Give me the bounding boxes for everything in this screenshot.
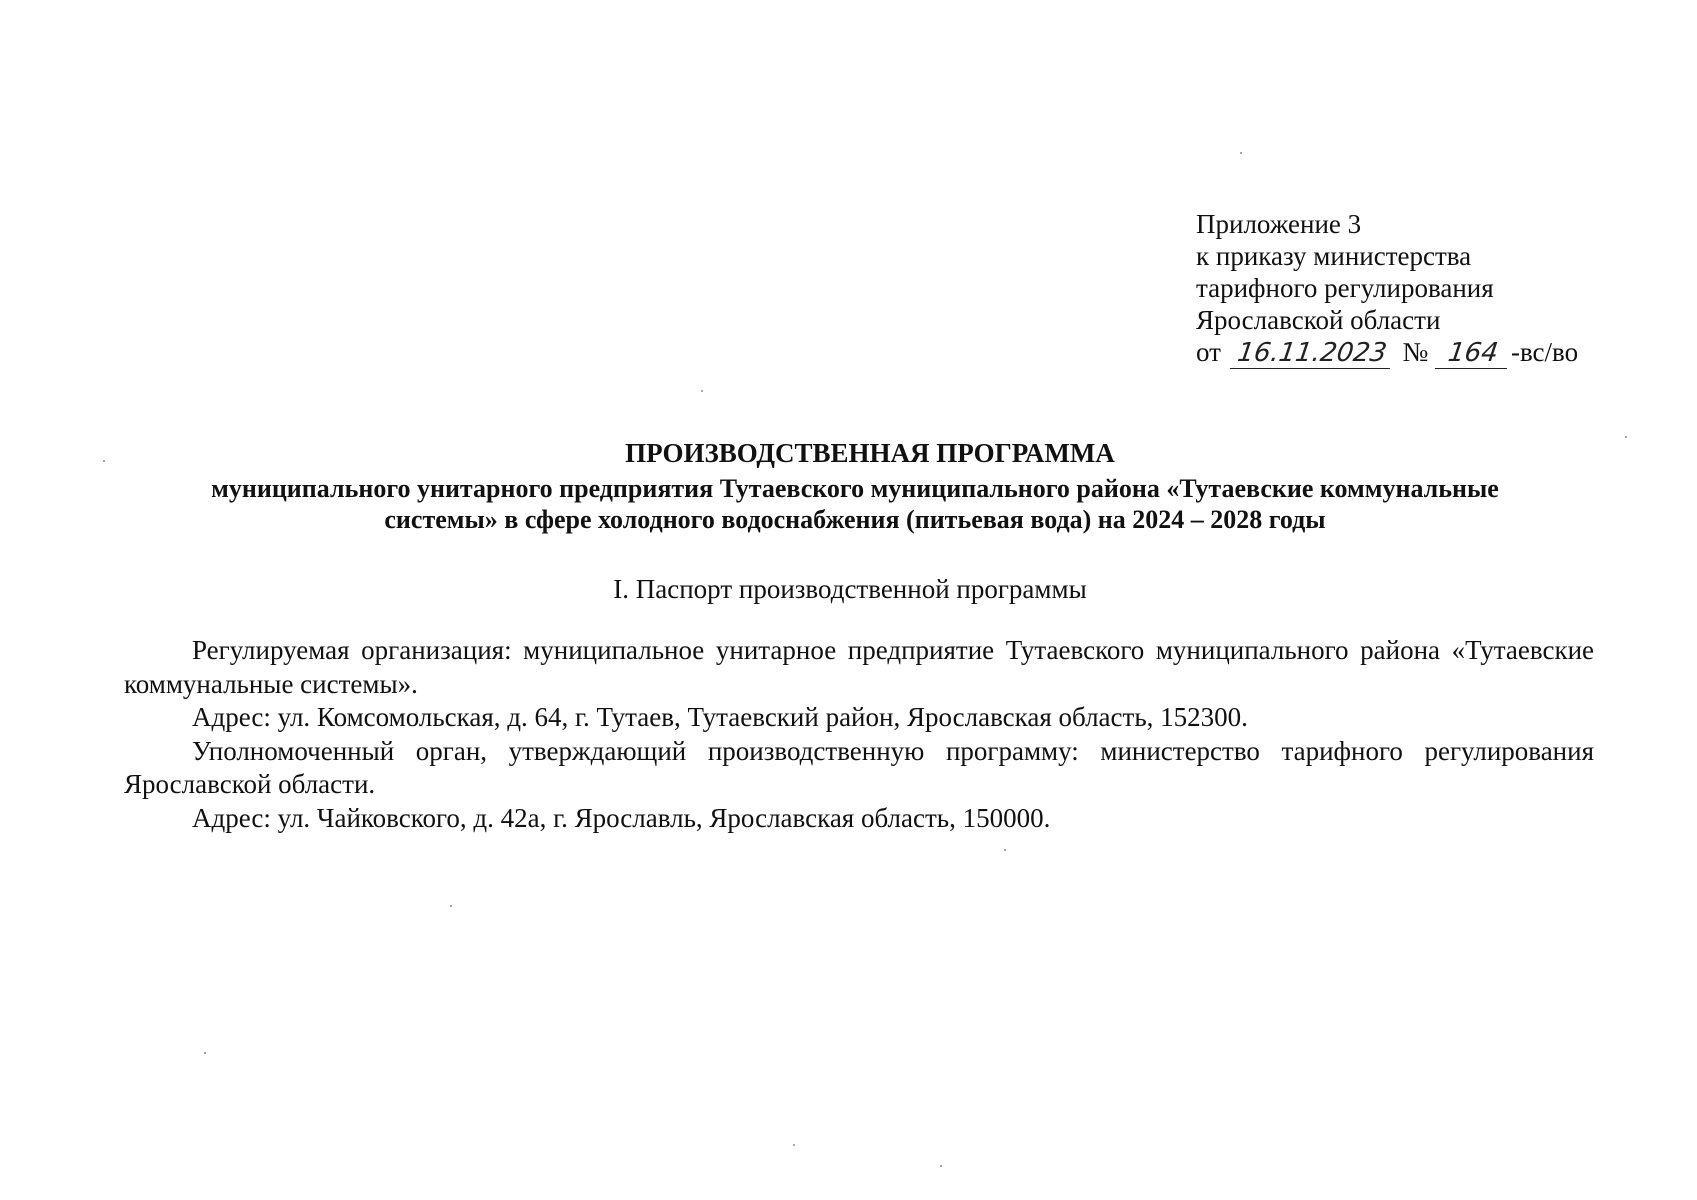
number-suffix: -вс/во: [1510, 337, 1579, 367]
scan-speck: [204, 1052, 206, 1054]
paragraph-authority-address: Адрес: ул. Чайковского, д. 42а, г. Ярославль, Ярославская область, 150000.: [192, 802, 1051, 833]
document-subtitle-line-2: системы» в сфере холодного водоснабжения (питьевая вода) на 2024 – 2028 годы: [384, 505, 1326, 534]
appendix-line-1: Приложение 3: [1196, 209, 1362, 239]
passport-body: [124, 634, 1594, 835]
appendix-line-4: Ярославской области: [1196, 305, 1441, 335]
scan-speck: [103, 460, 105, 462]
document-subtitle-line-1: муниципального унитарного предприятия Тутаевского муниципального района «Тутаевские коммунальные: [211, 474, 1499, 503]
appendix-block: [1196, 208, 1578, 369]
scan-speck: [793, 1144, 795, 1146]
handwritten-date: 16.11.2023: [1230, 338, 1394, 369]
section-heading: I. Паспорт производственной программы: [613, 574, 1087, 604]
appendix-date-number-line: [1196, 336, 1578, 369]
handwritten-number: 164: [1435, 338, 1511, 369]
document-title: ПРОИЗВОДСТВЕННАЯ ПРОГРАММА: [625, 438, 1115, 468]
appendix-from-prefix: от: [1196, 337, 1221, 367]
paragraph-authority: Уполномоченный орган, утверждающий производственную программу: министерство тарифного регулирования Ярославской области.: [124, 735, 1594, 799]
number-sign: №: [1402, 337, 1429, 367]
paragraph-organization: Регулируемая организация: муниципальное унитарное предприятие Тутаевского муниципального района «Тутаевские коммунальные системы».: [124, 635, 1594, 699]
document-title-block: [120, 438, 1580, 535]
scan-speck: [701, 390, 703, 392]
appendix-line-3: тарифного регулирования: [1196, 273, 1494, 303]
scan-speck: [1004, 849, 1006, 851]
appendix-line-2: к приказу министерства: [1196, 241, 1472, 271]
scan-speck: [1240, 152, 1242, 154]
scan-speck: [940, 1165, 942, 1167]
scan-speck: [1625, 436, 1627, 438]
scan-speck: [450, 905, 452, 907]
paragraph-organization-address: Адрес: ул. Комсомольская, д. 64, г. Тутаев, Тутаевский район, Ярославская область, 152300.: [192, 702, 1248, 732]
